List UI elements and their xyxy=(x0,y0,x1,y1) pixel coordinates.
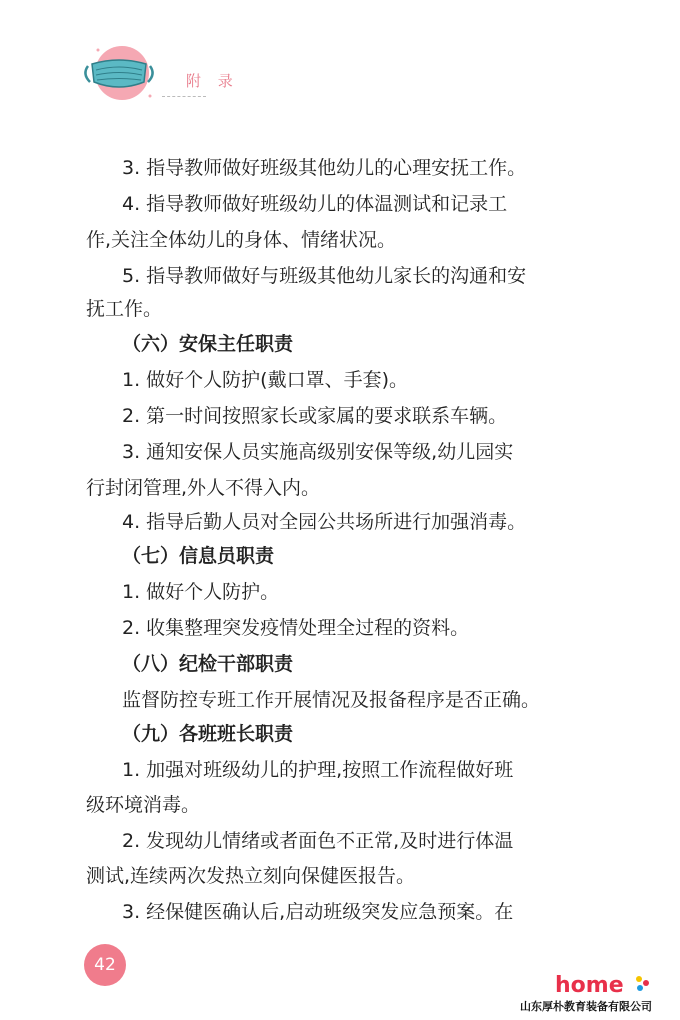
body-line: 测试,连续两次发热立刻向保健医报告。 xyxy=(86,865,416,887)
body-line: 3. 经保健医确认后,启动班级突发应急预案。在 xyxy=(122,901,514,923)
body-line: 2. 发现幼儿情绪或者面色不正常,及时进行体温 xyxy=(122,830,514,852)
face-mask-icon xyxy=(80,44,158,102)
section-tag: 附 录 xyxy=(186,72,239,90)
subsection-heading: （六）安保主任职责 xyxy=(122,333,294,355)
body-line: 2. 第一时间按照家长或家属的要求联系车辆。 xyxy=(122,405,508,427)
body-line: 作,关注全体幼儿的身体、情绪状况。 xyxy=(86,229,397,251)
page-number: 42 xyxy=(84,944,126,986)
company-name: 山东厚朴教育装备有限公司 xyxy=(520,1000,652,1013)
body-line: 1. 做好个人防护。 xyxy=(122,581,280,603)
body-line: 4. 指导后勤人员对全园公共场所进行加强消毒。 xyxy=(122,511,527,533)
section-divider xyxy=(162,96,206,97)
body-line: 行封闭管理,外人不得入内。 xyxy=(86,477,321,499)
brand-text: home xyxy=(555,973,624,996)
body-line: 3. 通知安保人员实施高级别安保等级,幼儿园实 xyxy=(122,441,514,463)
subsection-heading: （九）各班班长职责 xyxy=(122,723,294,745)
body-line: 1. 做好个人防护(戴口罩、手套)。 xyxy=(122,369,408,391)
body-line: 3. 指导教师做好班级其他幼儿的心理安抚工作。 xyxy=(122,157,527,179)
body-line: 监督防控专班工作开展情况及报备程序是否正确。 xyxy=(122,689,541,711)
body-line: 2. 收集整理突发疫情处理全过程的资料。 xyxy=(122,617,470,639)
body-line: 1. 加强对班级幼儿的护理,按照工作流程做好班 xyxy=(122,759,514,781)
body-line: 级环境消毒。 xyxy=(86,794,201,816)
home-brand-logo xyxy=(553,972,653,996)
body-line: 4. 指导教师做好班级幼儿的体温测试和记录工 xyxy=(122,193,508,215)
body-line: 抚工作。 xyxy=(86,298,163,320)
subsection-heading: （八）纪检干部职责 xyxy=(122,653,294,675)
subsection-heading: （七）信息员职责 xyxy=(122,545,275,567)
body-line: 5. 指导教师做好与班级其他幼儿家长的沟通和安 xyxy=(122,265,527,287)
